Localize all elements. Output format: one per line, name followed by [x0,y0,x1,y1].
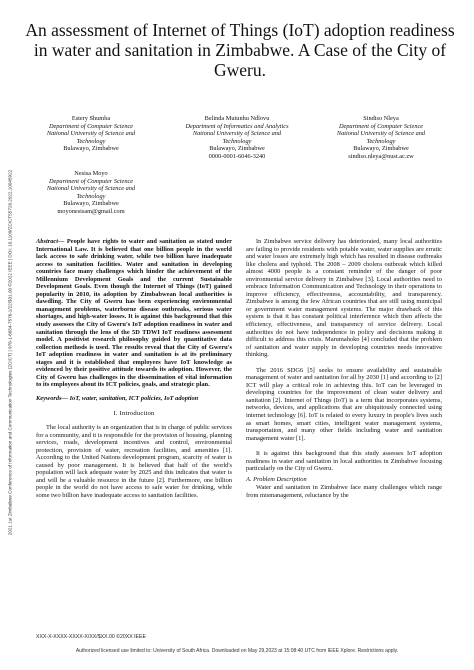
author-orcid: 0000-0001-6046-3240 [208,152,266,160]
section-heading: I. Introduction [113,410,155,418]
author-inst: National University of Science and Technology [192,130,282,145]
abstract-text: People have rights to water and sanitation as stated under International Law. It is believed that one billion people in the world lack access to safe drinking water, while two billion have inadequate access to sanitation facilities. Water and sanitation in developing countries face many challenges which hinder the achievement of the Millennium Development Goals and the current Sustainable Development Goals. Even though the Internet of Things (IoT) gained popularity in 2010, its adoption by Zimbabwean local authorities is dawdling. The City of Gweru has been experiencing environmental management problems, waterborne disease outbreaks, serious water shortages, and high-water losses. It is against this background that this study assesses the City of Gweru's IoT adoption readiness in water and sanitation through the lens of the 5D TDWI IoT readiness assessment model. A positivist research philosophy guided by quantitative data collection methods is used. The results reveal that the City of Gweru's IoT adoption readiness in water and sanitation is at its preliminary stages and it is established that employees have IoT knowledge as evidenced by their positive attitude towards its adoption. However, the City of Gweru has challenges in the dissemination of vital information to its employees about its ICT policies, goals, and strategic plan. [36,238,232,389]
author-inst: National University of Science and Technology [46,130,136,145]
author-loc: Bulawayo, Zimbabwe [63,145,119,152]
sidebar-text: 2021 1st Zimbabwe Conference of Information and Communication Technologies (ZCICT) | 978-1-6654-7576-1/22/$31.00 ©2022 IEEE | DOI: 10.1109/ZCICT55726.2022.10045922 [7,169,13,536]
author-dept: Department of Computer Science [338,122,424,130]
author-name: Estery Shumba [71,115,111,122]
author-dept: Department of Computer Science [48,177,134,185]
left-column [36,238,232,500]
author-inst: National University of Science and Technology [336,130,426,145]
keywords-label: Keywords— [36,394,68,402]
author-inst: National University of Science and Technology [46,185,136,200]
subsection-heading: A. Problem Description [246,475,307,483]
body-paragraph: It is against this background that this study assesses IoT adoption readiness in water and sanitation in local authorities in Zimbabwe focusing particularly on the City of Gweru. [246,450,442,473]
keywords [36,395,232,403]
author-block-3 [326,115,436,160]
author-email: sindiso.nleya@nust.ac.zw [348,152,414,160]
intro-paragraph: The local authority is an organization that is in charge of public services for a community, and it is responsible for the provision of housing, planning services, roads, development incentives and control, environmental protection, provision of water, recreation facilities, and amenities [1]. According to the United Nations development program, scarcity of water is caused by poor management. It is believed that half of the world's population will lack adequate water by 2025 and this indicates that water is and will be a valuable resource in the future [2]. Furthermore, one billion people in the world do not have access to safe water for drinking, while some two billion have inadequate access to sanitation facilities. [36,424,232,499]
author-name: Nesisa Moyo [74,170,108,177]
abstract-label: Abstract— [36,238,65,245]
author-loc: Bulawayo, Zimbabwe [63,200,119,207]
right-column [246,238,442,500]
author-block-1 [36,115,146,153]
doi-sidebar [0,110,14,610]
license-footer: Authorized licensed use limited to: University of South Africa. Downloaded on May 29,2023 at 15:08:40 UTC from IEEE Xplore. Restrictions apply. [75,648,399,654]
author-loc: Bulawayo, Zimbabwe [353,145,409,152]
author-email: moyonesisam@gmail.com [57,207,125,215]
keywords-text: IoT, water, sanitation, ICT policies, IoT adoption [67,394,199,402]
abstract [36,238,232,389]
copyright-footer: XXX-X-XXXX-XXXX-X/XX/$XX.00 ©20XX IEEE [36,634,146,640]
body-paragraph: The 2016 SDG6 [5] seeks to ensure availability and sustainable management of water and sanitation for all by 2030 [1] and according to [2] ICT will play a critical role in achieving this. IoT can be leveraged in developing countries for the improvement of clean water delivery and sanitation [2]. Internet of Things (IoT) is a term that incorporates systems, networks, devices, and applications that are ubiquitously connected using internet technology [6]. IoT is related to every luxury in people's lives such as smart homes, smart cities, intelligent water management systems, transportation, and many other fields including water and sanitation management water [1]. [246,366,442,442]
author-dept: Department of Computer Science [48,122,134,130]
author-dept: Department of Informatics and Analytics [185,122,289,130]
author-block-4 [36,170,146,215]
author-name: Sindiso Nleya [363,115,399,122]
author-block-2 [182,115,292,160]
body-paragraph: Water and sanitation in Zimbabwe face many challenges which range from mismanagement, reluctance by the [246,484,442,499]
paper-title: An assessment of Internet of Things (IoT) adoption readiness in water and sanitation in Zimbabwe. A Case of the City of Gweru. [25,20,455,80]
body-paragraph: In Zimbabwe service delivery has deteriorated, many local authorities are failing to provide residents with potable water, water supplies are erratic and water losses are extremely high which has resulted in disease outbreaks like cholera and typhoid. The 2008 – 2009 cholera outbreak which killed almost 4000 people is a constant reminder of the danger of poor environmental service delivery in Zimbabwe [3]. Local authorities need to embrace Information Communication and Technology in their operations to improve efficiency, effectiveness, accountability, and transparency. Zimbabwe is among the few African countries that are still using municipal or government water management systems. The major drawback of this system is that it has constant political interference which then affects the efficiency, effectiveness, and transparency of service delivery. Local authorities do not have independence in policy and decisions making it difficult to address this crisis. Marumahoko [4] concluded that the problem of sanitation and water supply in developing countries needs innovative thinking. [246,238,442,359]
author-name: Belinda Mutunhu Ndlovu [204,115,270,122]
author-loc: Bulawayo, Zimbabwe [209,145,265,152]
